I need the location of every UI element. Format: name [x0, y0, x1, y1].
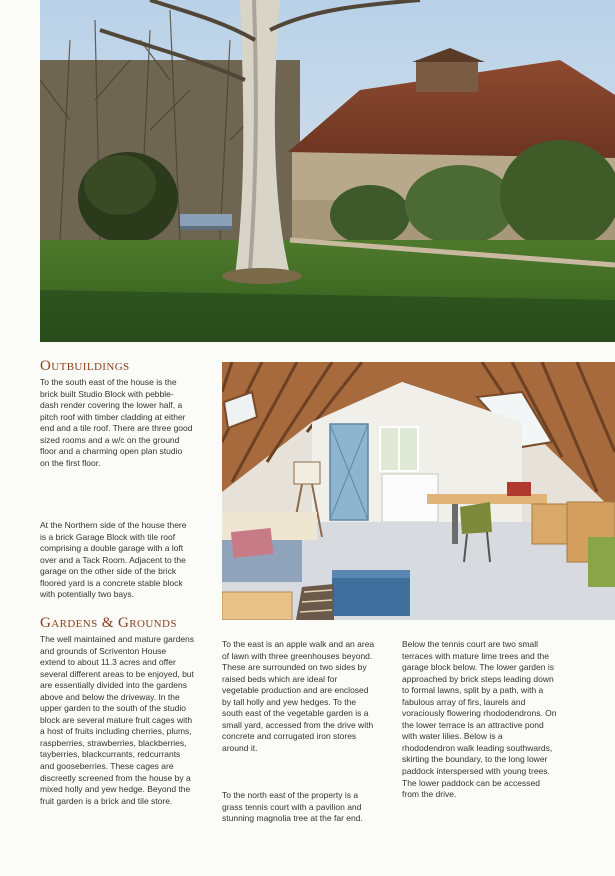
outbuildings-paragraph-1: To the south east of the house is the brick built Studio Block with pebble- dash render covering the lower half, a pitch roof with timber cladding at either end and a tile roof. There are three good sized rooms and a w/c on the ground floor and a charming open plan studio on the first floor.	[40, 377, 193, 468]
studio-block-garden-photo	[40, 0, 615, 342]
gardens-paragraph-4: Below the tennis court are two small terraces with mature lime trees and the garage block below. The lower garden is approached by brick steps leading down to formal lawns, split by a path, with a fabulous array of firs, laurels and voraciously flowering rhododendrons. On the lower terrace is an attractive pond with water lilies. Below is a rhododendron walk leading southwards, skirting the boundary, to the long lower paddock interspersed with young trees. The lower paddock can be accessed from the drive.	[402, 639, 557, 800]
gardens-grounds-heading: Gardens & Grounds	[40, 615, 177, 631]
gardens-paragraph-2: To the east is an apple walk and an area of lawn with three greenhouses beyond. These are surrounded on two sides by raised beds which are ideal for vegetable production and are enclosed by tall holly and yew hedges. To the south east of the vegetable garden is a small yard, accessed from the drive with concrete and corrugated iron stores around it.	[222, 639, 375, 753]
outbuildings-paragraph-2: At the Northern side of the house there is a brick Garage Block with tile roof comprising a double garage with a loft over and a Tack Room. Adjacent to the garage on the other side of the brick floored yard is a concrete stable block with potentially two bays.	[40, 520, 187, 600]
studio-interior-photo	[222, 362, 615, 620]
outbuildings-heading: Outbuildings	[40, 358, 130, 374]
gardens-paragraph-1: The well maintained and mature gardens and grounds of Scriventon House extend to about 11.3 acres and offer several different areas to be enjoyed, but are essentially divided into the gardens above and below the driveway. In the upper garden to the south of the studio block are several mature fruit cages with a host of fruits including cherries, plums, raspberries, strawberries, blackberries, tayberries, blackcurrants, redcurrants and gooseberries. These cages are discreetly screened from the house by a mixed holly and yew hedge. Beyond the fruit garden is a brick and tile store.	[40, 634, 195, 806]
gardens-paragraph-3: To the north east of the property is a grass tennis court with a pavilion and stunning magnolia tree at the far end.	[222, 790, 363, 824]
